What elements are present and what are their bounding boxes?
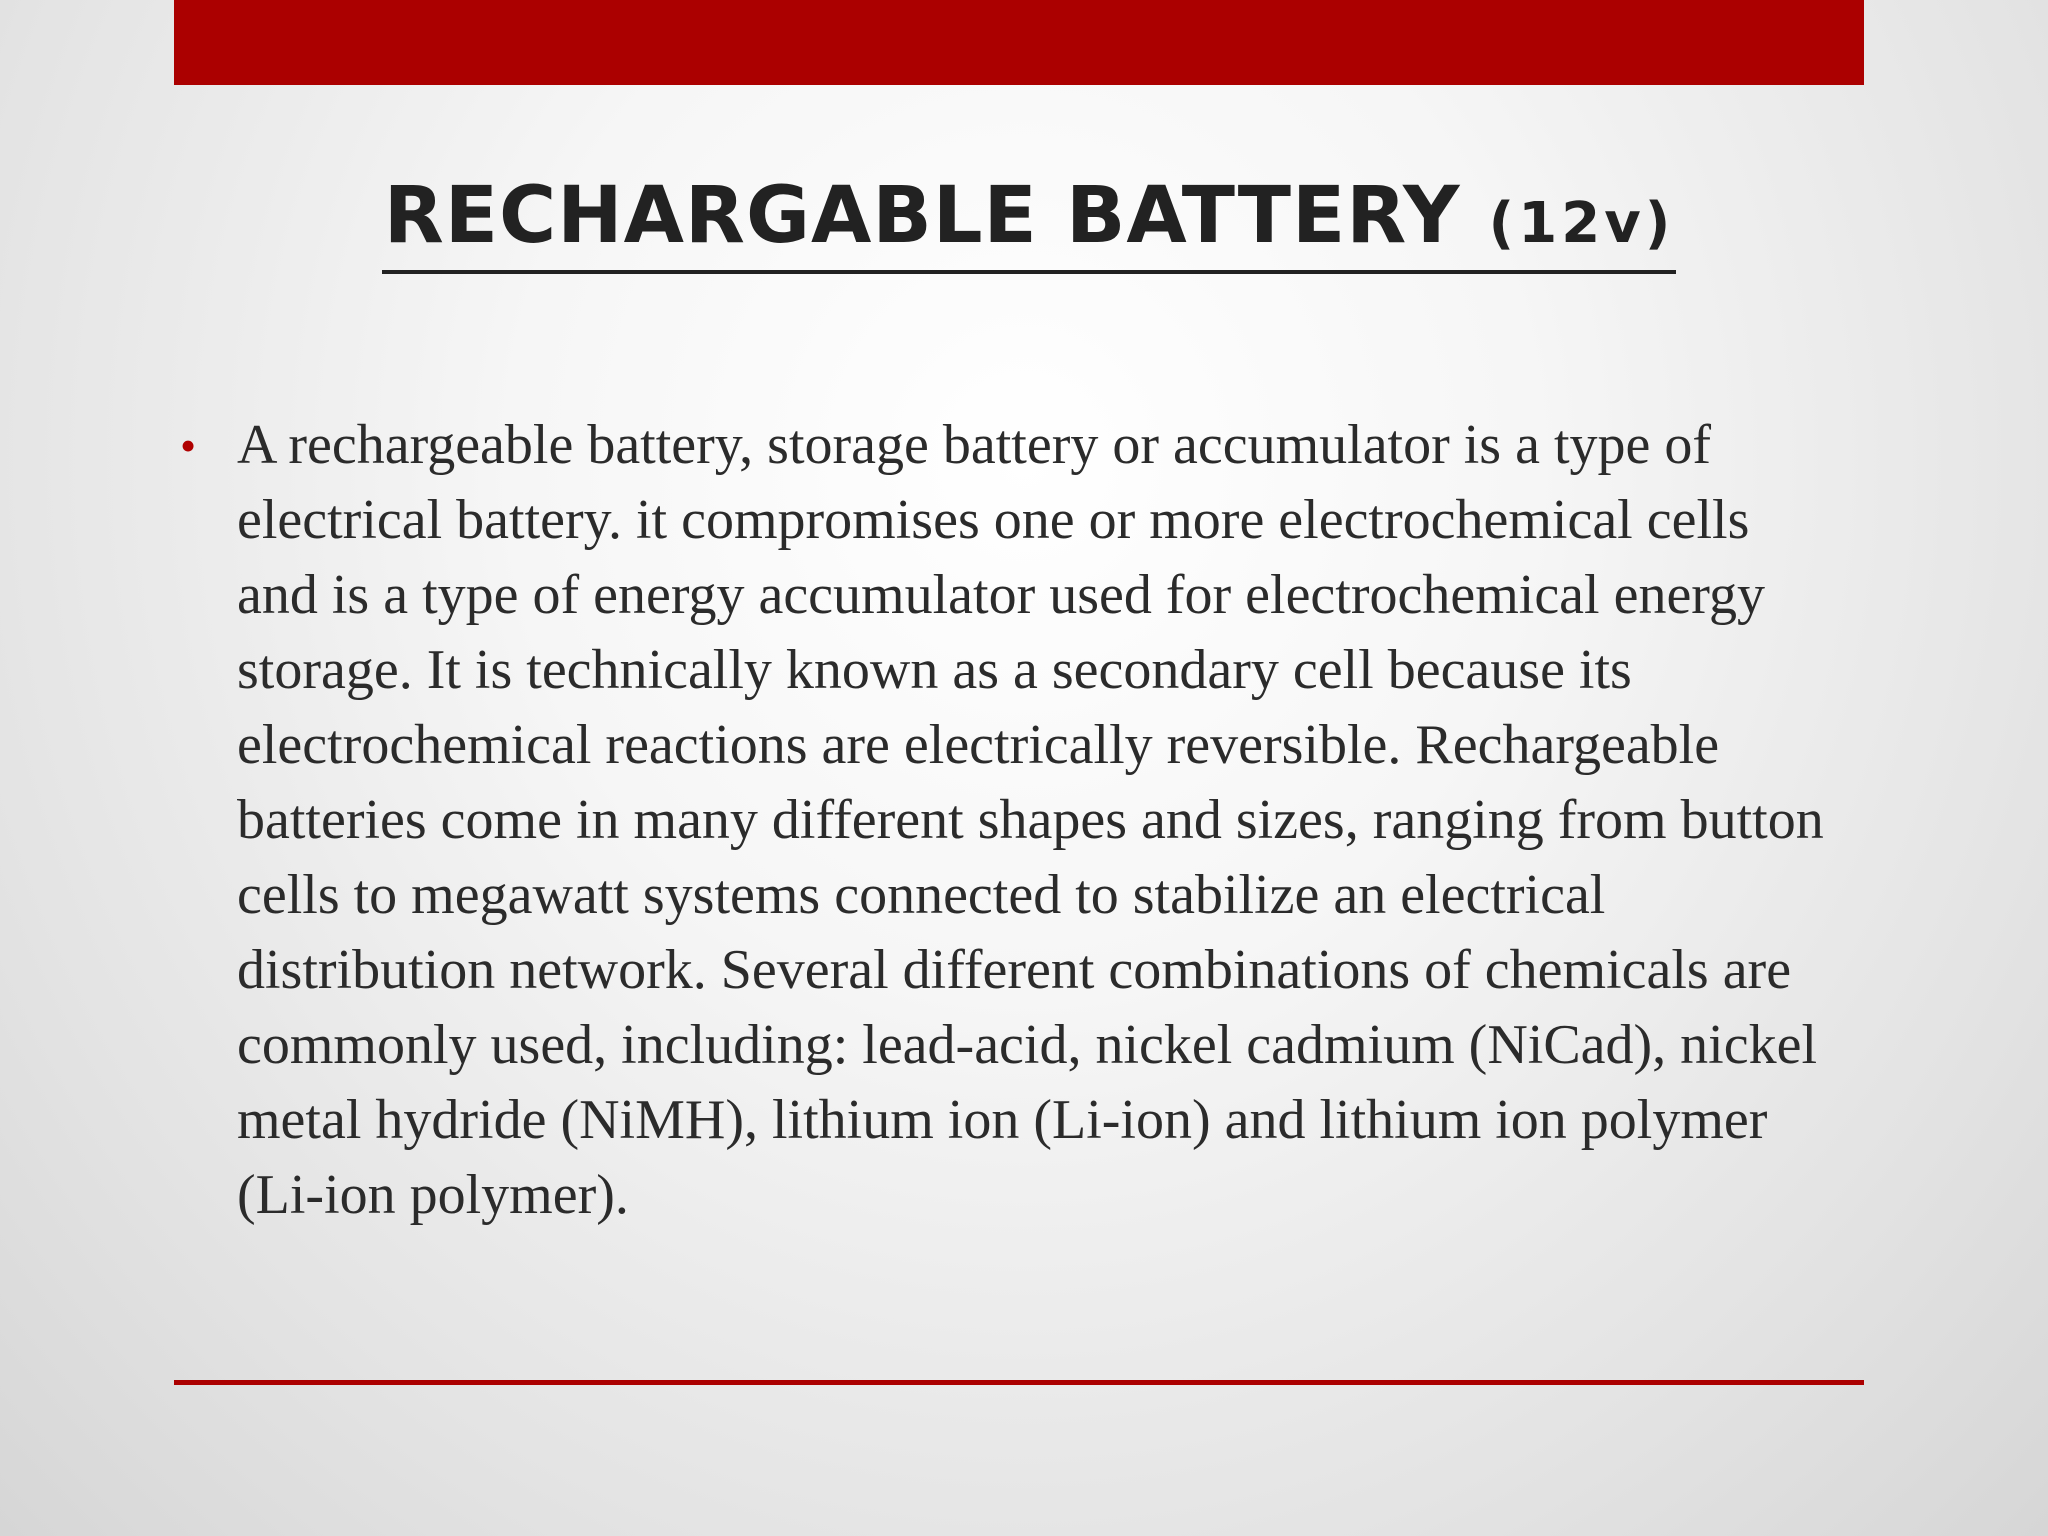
bullet-icon: • (180, 420, 197, 471)
bullet-item (174, 408, 1844, 1233)
title-suffix: (12v) (1488, 191, 1675, 256)
bullet-text: A rechargeable battery, storage battery or accumulator is a type of electrical battery. it compromises one or more electrochemical cells and is a type of energy accumulator used for electrochemical energy storage. It is technically known as a secondary cell because its electrochemical reactions are electrically reversible. Rechargeable batteries come in many different shapes and sizes, ranging from button cells to megawatt systems connected to stabilize an electrical distribution network. Several different combinations of chemicals are commonly used, including: lead-acid, nickel cadmium (NiCad), nickel metal hydride (NiMH), lithium ion (Li-ion) and lithium ion polymer (Li-ion polymer). (237, 414, 1824, 1226)
top-accent-bar (174, 0, 1864, 85)
title-underlined (382, 170, 1677, 274)
title-main: RECHARGABLE BATTERY (383, 171, 1461, 261)
slide-title (0, 166, 2048, 274)
bullet-list (174, 408, 1844, 1233)
bottom-accent-line (174, 1380, 1864, 1385)
